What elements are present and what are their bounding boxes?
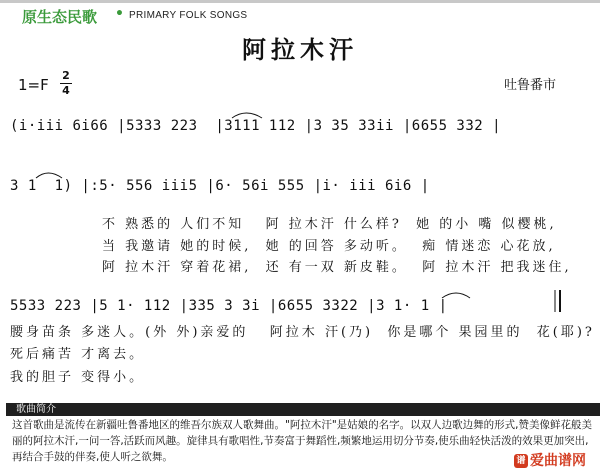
watermark-text: 爱曲谱网 [530,453,586,469]
series-separator: • [115,6,124,22]
song-title: 阿拉木汗 [242,36,358,64]
lyric-verse-3: 阿 拉木汗 穿着花裙, 还 有一双 新皮鞋。 阿 拉木汗 把我迷住, [102,260,572,275]
series-subtitle: PRIMARY FOLK SONGS [129,10,248,21]
notation-line-1: (i·iii 6i66 |5333 223 |3111 112 |3 35 33ii |6655 332 | [10,118,502,134]
site-watermark [514,450,586,470]
notation-line-3: 5533 223 |5 1· 112 |335 3 3i |6655 3322 |3 1· 1 | [10,298,448,314]
lyric-line-6: 我的胆子 变得小。 [10,370,146,385]
lyric-verse-1: 不 熟悉的 人们不知 阿 拉木汗 什么样? 她 的小 嘴 似樱桃, [102,217,557,232]
key-signature: 1=F [18,76,49,94]
song-region: 吐鲁番市 [504,78,557,93]
intro-body: 这首歌曲是流传在新疆吐鲁番地区的维吾尔族双人歌舞曲。"阿拉木汗"是姑娘的名字。以双人边歌边舞的形式,赞美像鲜花般美丽的阿拉木汗,一问一答,活跃而风趣。旋律具有歌唱性,节奏富于舞蹈性,频繁地运用切分节奏,使乐曲轻快活泼的效果更加突出,再结合手鼓的伴奏,使人听之欲舞。 [12,419,592,463]
time-signature-top: 2 [62,69,70,82]
lyric-verse-2: 当 我邀请 她的时候, 她 的回答 多动听。 痴 情迷恋 心花放, [102,239,556,254]
lyric-line-4: 腰身苗条 多迷人。(外 外)亲爱的 阿拉木 汗(乃) 你是哪个 果园里的 花(耶)? [10,325,595,340]
notation-line-2: 3 1 1) |:5· 556 iii5 |6· 56i 555 |i· iii 6i6 | [10,178,430,194]
series-title: 原生态民歌 [22,8,98,26]
time-signature-bottom: 4 [62,84,70,97]
lyric-line-5: 死后痛苦 才离去。 [10,347,146,362]
watermark-logo-icon: 谱 [514,454,528,468]
intro-heading: 歌曲简介 [6,403,600,416]
